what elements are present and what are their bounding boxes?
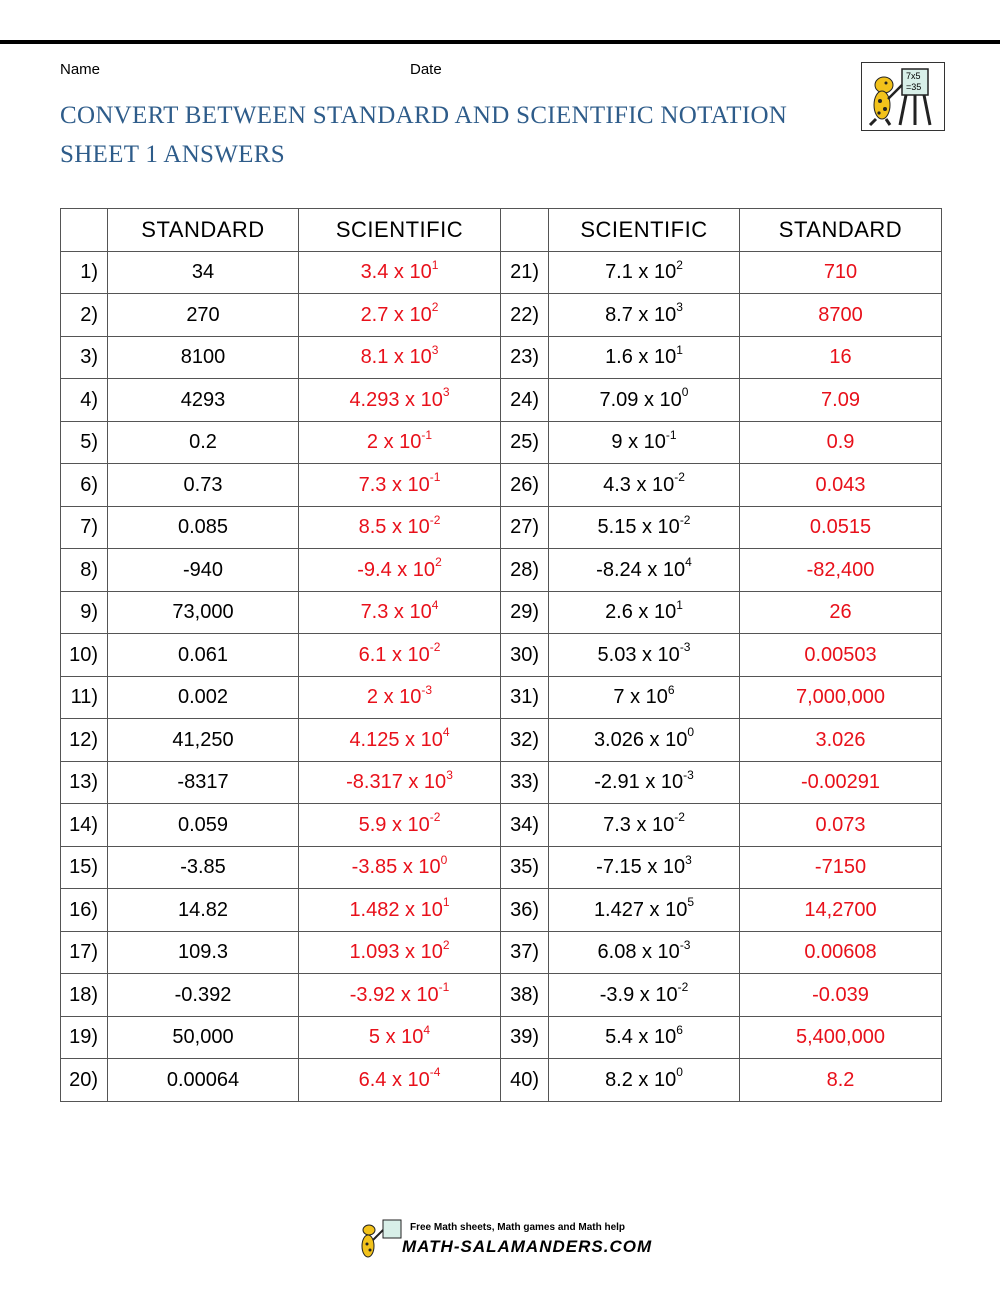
table-row (61, 676, 942, 719)
scientific-answer-left (299, 336, 501, 379)
question-number-right: 21) (501, 251, 549, 294)
standard-value-left: 0.002 (108, 676, 299, 719)
question-number-left: 3) (61, 336, 108, 379)
scientific-answer-left-exponent: 2 (442, 937, 450, 952)
scientific-value-right (549, 804, 740, 847)
question-number-left: 5) (61, 421, 108, 464)
standard-value-left: 8100 (108, 336, 299, 379)
scientific-answer-left-exponent: 1 (442, 895, 450, 910)
scientific-value-right-mantissa: 1.427 x 10 (593, 898, 688, 921)
table-row (61, 761, 942, 804)
standard-answer-right: -0.039 (740, 974, 942, 1017)
scientific-value-right-exponent: 2 (676, 257, 683, 272)
scientific-value-right-mantissa: 7.09 x 10 (599, 388, 682, 411)
table-row (61, 1059, 942, 1102)
scientific-value-right-exponent: 4 (685, 555, 692, 570)
scientific-value-right-exponent: 3 (676, 300, 683, 315)
table-row (61, 931, 942, 974)
scientific-answer-left (299, 761, 501, 804)
answers-table (60, 208, 942, 1102)
table-row (61, 889, 942, 932)
standard-value-left: 0.061 (108, 634, 299, 677)
footer-salamander-icon (355, 1218, 405, 1264)
question-number-left: 10) (61, 634, 108, 677)
scientific-answer-left-mantissa: 8.1 x 10 (360, 346, 432, 369)
scientific-answer-left-mantissa: 8.5 x 10 (358, 516, 430, 539)
standard-answer-right: 0.073 (740, 804, 942, 847)
question-number-right: 32) (501, 719, 549, 762)
scientific-answer-left (299, 676, 501, 719)
question-number-left: 11) (61, 676, 108, 719)
scientific-value-right (549, 676, 740, 719)
standard-value-left: 0.2 (108, 421, 299, 464)
scientific-value-right-mantissa: 4.3 x 10 (603, 473, 675, 496)
question-number-right: 24) (501, 379, 549, 422)
standard-answer-right: 0.0515 (740, 506, 942, 549)
logo-board-text2: =35 (906, 82, 922, 92)
scientific-answer-left-exponent: -1 (429, 470, 441, 485)
question-number-left: 9) (61, 591, 108, 634)
scientific-value-right-exponent: -2 (679, 512, 691, 527)
scientific-value-right (549, 1016, 740, 1059)
scientific-value-right-mantissa: -2.91 x 10 (594, 771, 684, 794)
standard-answer-right: 7.09 (740, 379, 942, 422)
scientific-value-right-exponent: 6 (667, 682, 675, 697)
scientific-value-right-exponent: -2 (674, 810, 685, 825)
question-number-right: 28) (501, 549, 549, 592)
scientific-value-right (549, 379, 740, 422)
question-number-right: 40) (501, 1059, 549, 1102)
scientific-answer-left (299, 1059, 501, 1102)
table-row (61, 846, 942, 889)
scientific-answer-left-exponent: -1 (438, 980, 450, 995)
scientific-value-right-exponent: -3 (679, 937, 691, 952)
scientific-answer-left-exponent: -3 (421, 682, 433, 697)
scientific-value-right-mantissa: 7.3 x 10 (603, 813, 675, 836)
table-row (61, 591, 942, 634)
standard-value-left: 41,250 (108, 719, 299, 762)
scientific-answer-left-mantissa: 5.9 x 10 (358, 813, 430, 836)
scientific-answer-left (299, 251, 501, 294)
scientific-answer-left-mantissa: 1.093 x 10 (349, 941, 443, 964)
scientific-value-right-mantissa: -3.9 x 10 (599, 983, 678, 1006)
standard-value-left: 0.059 (108, 804, 299, 847)
scientific-answer-left (299, 889, 501, 932)
question-number-right: 31) (501, 676, 549, 719)
date-label: Date (410, 61, 442, 78)
scientific-value-right (549, 974, 740, 1017)
scientific-value-right (549, 506, 740, 549)
standard-answer-right: 14,2700 (740, 889, 942, 932)
question-number-right: 29) (501, 591, 549, 634)
standard-answer-right: -82,400 (740, 549, 942, 592)
scientific-answer-left-exponent: 4 (442, 725, 450, 740)
question-number-right: 22) (501, 294, 549, 337)
scientific-value-right-mantissa: 5.4 x 10 (605, 1026, 677, 1049)
table-row (61, 294, 942, 337)
scientific-value-right-exponent: -2 (677, 980, 689, 995)
question-number-left: 2) (61, 294, 108, 337)
question-number-left: 7) (61, 506, 108, 549)
header-scientific-right: SCIENTIFIC (549, 209, 740, 252)
salamander-teacher-icon (861, 62, 945, 131)
scientific-value-right-mantissa: 3.026 x 10 (593, 728, 688, 751)
scientific-answer-left (299, 549, 501, 592)
scientific-value-right-mantissa: -8.24 x 10 (596, 558, 686, 581)
scientific-value-right (549, 421, 740, 464)
question-number-left: 4) (61, 379, 108, 422)
table-row (61, 634, 942, 677)
scientific-answer-left-mantissa: 2.7 x 10 (360, 303, 432, 326)
standard-answer-right: 7,000,000 (740, 676, 942, 719)
scientific-answer-left (299, 1016, 501, 1059)
scientific-answer-left-mantissa: 1.482 x 10 (349, 898, 443, 921)
scientific-answer-left-exponent: -2 (429, 640, 441, 655)
scientific-answer-left-exponent: -4 (429, 1065, 441, 1080)
scientific-value-right (549, 719, 740, 762)
scientific-answer-left-mantissa: 3.4 x 10 (360, 261, 432, 284)
standard-answer-right: 0.00608 (740, 931, 942, 974)
question-number-right: 25) (501, 421, 549, 464)
question-number-left: 18) (61, 974, 108, 1017)
question-number-left: 17) (61, 931, 108, 974)
question-number-left: 13) (61, 761, 108, 804)
standard-value-left: 0.73 (108, 464, 299, 507)
question-number-left: 6) (61, 464, 108, 507)
scientific-answer-left-exponent: 3 (446, 767, 453, 782)
scientific-answer-left (299, 464, 501, 507)
scientific-answer-left-mantissa: -8.317 x 10 (346, 771, 447, 794)
scientific-answer-left (299, 846, 501, 889)
scientific-value-right-exponent: 0 (681, 385, 689, 400)
scientific-value-right-exponent: 1 (676, 597, 683, 612)
scientific-value-right (549, 336, 740, 379)
scientific-value-right-mantissa: 8.7 x 10 (605, 303, 677, 326)
question-number-left: 14) (61, 804, 108, 847)
standard-answer-right: 3.026 (740, 719, 942, 762)
standard-value-left: 270 (108, 294, 299, 337)
scientific-value-right (549, 591, 740, 634)
worksheet-subtitle: SHEET 1 ANSWERS (60, 141, 285, 168)
standard-value-left: 4293 (108, 379, 299, 422)
standard-answer-right: 8700 (740, 294, 942, 337)
standard-value-left: 73,000 (108, 591, 299, 634)
standard-answer-right: 0.00503 (740, 634, 942, 677)
scientific-value-right-mantissa: 9 x 10 (611, 431, 666, 454)
scientific-answer-left (299, 974, 501, 1017)
standard-answer-right: 0.043 (740, 464, 942, 507)
question-number-right: 23) (501, 336, 549, 379)
scientific-value-right-exponent: -3 (683, 767, 694, 782)
scientific-answer-left-exponent: 4 (423, 1022, 431, 1037)
table-row (61, 379, 942, 422)
scientific-value-right-exponent: 5 (687, 895, 695, 910)
standard-value-left: -3.85 (108, 846, 299, 889)
scientific-answer-left (299, 931, 501, 974)
scientific-answer-left-mantissa: 2 x 10 (366, 431, 422, 454)
scientific-answer-left-exponent: 3 (431, 342, 439, 357)
question-number-left: 8) (61, 549, 108, 592)
table-row (61, 336, 942, 379)
table-row (61, 421, 942, 464)
scientific-value-right-exponent: 0 (676, 1065, 683, 1080)
header-standard-right: STANDARD (740, 209, 942, 252)
header-number-right (501, 209, 549, 252)
question-number-left: 1) (61, 251, 108, 294)
scientific-value-right (549, 1059, 740, 1102)
scientific-answer-left-mantissa: 4.293 x 10 (349, 388, 443, 411)
scientific-value-right (549, 889, 740, 932)
header-row (61, 209, 942, 252)
question-number-left: 16) (61, 889, 108, 932)
scientific-value-right-mantissa: 2.6 x 10 (605, 601, 677, 624)
footer-brand: MATH-SALAMANDERS.COM (402, 1237, 653, 1256)
question-number-left: 12) (61, 719, 108, 762)
standard-answer-right: 0.9 (740, 421, 942, 464)
scientific-answer-left (299, 804, 501, 847)
standard-value-left: 34 (108, 251, 299, 294)
scientific-value-right-mantissa: 7.1 x 10 (605, 261, 677, 284)
scientific-value-right (549, 634, 740, 677)
name-label: Name (60, 61, 101, 78)
scientific-answer-left (299, 591, 501, 634)
scientific-answer-left-mantissa: 5 x 10 (368, 1026, 424, 1049)
question-number-right: 26) (501, 464, 549, 507)
standard-answer-right: 26 (740, 591, 942, 634)
scientific-value-right (549, 294, 740, 337)
scientific-value-right-mantissa: 6.08 x 10 (597, 941, 680, 964)
scientific-answer-left (299, 379, 501, 422)
scientific-value-right (549, 251, 740, 294)
standard-value-left: 50,000 (108, 1016, 299, 1059)
scientific-answer-left (299, 421, 501, 464)
table-row (61, 1016, 942, 1059)
table-row (61, 251, 942, 294)
scientific-answer-left-exponent: 3 (442, 385, 450, 400)
table-row (61, 549, 942, 592)
table-row (61, 506, 942, 549)
header-number-left (61, 209, 108, 252)
scientific-answer-left-mantissa: 6.4 x 10 (358, 1068, 430, 1091)
scientific-answer-left (299, 719, 501, 762)
standard-value-left: -8317 (108, 761, 299, 804)
standard-answer-right: -0.00291 (740, 761, 942, 804)
header-standard-left: STANDARD (108, 209, 299, 252)
scientific-answer-left-exponent: 4 (431, 597, 439, 612)
question-number-right: 30) (501, 634, 549, 677)
scientific-answer-left-mantissa: 4.125 x 10 (349, 728, 443, 751)
question-number-left: 20) (61, 1059, 108, 1102)
header-scientific-left: SCIENTIFIC (299, 209, 501, 252)
standard-answer-right: 8.2 (740, 1059, 942, 1102)
question-number-right: 27) (501, 506, 549, 549)
scientific-answer-left (299, 294, 501, 337)
question-number-right: 39) (501, 1016, 549, 1059)
scientific-answer-left-mantissa: 2 x 10 (366, 686, 422, 709)
scientific-value-right-mantissa: 5.15 x 10 (597, 516, 680, 539)
scientific-value-right-exponent: 6 (676, 1022, 683, 1037)
scientific-value-right-mantissa: 5.03 x 10 (597, 643, 680, 666)
question-number-right: 37) (501, 931, 549, 974)
footer-tagline: Free Math sheets, Math games and Math help (410, 1222, 626, 1233)
standard-value-left: 109.3 (108, 931, 299, 974)
question-number-left: 19) (61, 1016, 108, 1059)
table-row (61, 804, 942, 847)
scientific-value-right-mantissa: -7.15 x 10 (596, 856, 686, 879)
standard-answer-right: 710 (740, 251, 942, 294)
scientific-answer-left-exponent: -1 (421, 427, 433, 442)
top-rule (0, 40, 1000, 44)
scientific-answer-left-mantissa: -9.4 x 10 (357, 558, 436, 581)
standard-value-left: -940 (108, 549, 299, 592)
scientific-answer-left-exponent: 2 (431, 300, 439, 315)
scientific-value-right-exponent: -3 (679, 640, 691, 655)
standard-answer-right: 5,400,000 (740, 1016, 942, 1059)
question-number-right: 38) (501, 974, 549, 1017)
scientific-answer-left (299, 634, 501, 677)
scientific-answer-left-mantissa: -3.92 x 10 (349, 983, 439, 1006)
scientific-value-right-exponent: 0 (687, 725, 695, 740)
table-row (61, 719, 942, 762)
standard-value-left: 0.085 (108, 506, 299, 549)
table-row (61, 464, 942, 507)
scientific-answer-left-mantissa: 6.1 x 10 (358, 643, 430, 666)
scientific-value-right-exponent: 1 (676, 342, 683, 357)
logo-board-text1: 7x5 (906, 71, 921, 81)
scientific-value-right (549, 761, 740, 804)
scientific-answer-left-mantissa: 7.3 x 10 (358, 473, 430, 496)
standard-value-left: 0.00064 (108, 1059, 299, 1102)
scientific-answer-left-exponent: -2 (429, 810, 441, 825)
scientific-answer-left (299, 506, 501, 549)
scientific-value-right-exponent: 3 (685, 852, 692, 867)
scientific-answer-left-exponent: -2 (429, 512, 441, 527)
question-number-right: 34) (501, 804, 549, 847)
scientific-value-right-exponent: -2 (674, 470, 685, 485)
scientific-value-right-mantissa: 8.2 x 10 (605, 1068, 677, 1091)
scientific-value-right-mantissa: 7 x 10 (613, 686, 668, 709)
table-row (61, 974, 942, 1017)
standard-value-left: -0.392 (108, 974, 299, 1017)
question-number-right: 33) (501, 761, 549, 804)
scientific-value-right (549, 464, 740, 507)
scientific-answer-left-exponent: 1 (431, 257, 439, 272)
standard-answer-right: 16 (740, 336, 942, 379)
scientific-answer-left-mantissa: 7.3 x 10 (360, 601, 432, 624)
question-number-right: 35) (501, 846, 549, 889)
scientific-value-right-mantissa: 1.6 x 10 (605, 346, 677, 369)
question-number-right: 36) (501, 889, 549, 932)
question-number-left: 15) (61, 846, 108, 889)
scientific-value-right (549, 549, 740, 592)
scientific-answer-left-exponent: 2 (435, 555, 442, 570)
scientific-answer-left-mantissa: -3.85 x 10 (351, 856, 441, 879)
scientific-value-right (549, 846, 740, 889)
scientific-answer-left-exponent: 0 (440, 852, 448, 867)
scientific-value-right (549, 931, 740, 974)
worksheet-title: CONVERT BETWEEN STANDARD AND SCIENTIFIC NOTATION (60, 102, 788, 129)
standard-value-left: 14.82 (108, 889, 299, 932)
standard-answer-right: -7150 (740, 846, 942, 889)
scientific-value-right-exponent: -1 (665, 427, 677, 442)
